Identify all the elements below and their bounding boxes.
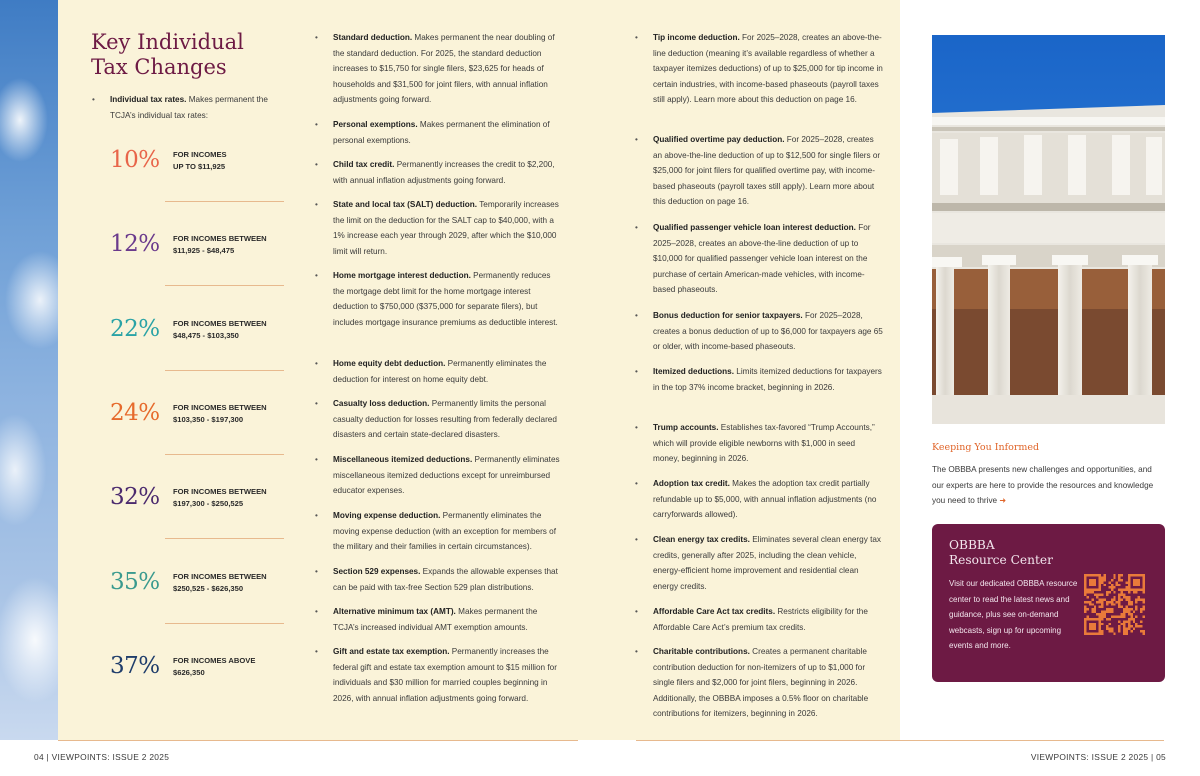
- deduction-detail: Permanently increases the credit to $2,200, with annual inflation adjustments going forward.: [333, 160, 555, 185]
- deduction-name: Adoption tax credit.: [653, 479, 730, 488]
- deduction-bullet: [653, 364, 883, 395]
- deduction-bullet: [333, 452, 563, 499]
- deduction-name: Charitable contributions.: [653, 647, 750, 656]
- tax-rate-divider: [165, 201, 284, 202]
- deduction-bullet: [333, 268, 563, 330]
- deduction-bullet: [653, 420, 883, 467]
- deduction-name: State and local tax (SALT) deduction.: [333, 200, 478, 209]
- resource-center-card[interactable]: [932, 524, 1165, 682]
- deduction-detail: Permanently eliminates the moving expense deduction (with an exception for members of the military and their families in certain circumstances).: [333, 511, 557, 552]
- deduction-bullet: [333, 157, 563, 188]
- footer-left: 04 | VIEWPOINTS: ISSUE 2 2025: [34, 752, 170, 762]
- intro-bullet-bold: Individual tax rates.: [110, 95, 187, 104]
- tax-rate-bracket: FOR INCOMES ABOVE $626,350: [173, 656, 256, 677]
- tax-rate-percent: 35%: [110, 569, 160, 595]
- deduction-bullet: [653, 308, 883, 355]
- deduction-bullet: [653, 220, 883, 298]
- arrow-right-icon[interactable]: ➜: [999, 496, 1007, 506]
- footer-right: VIEWPOINTS: ISSUE 2 2025 | 05: [1030, 752, 1166, 762]
- tax-rate-bracket: FOR INCOMES UP TO $11,925: [173, 150, 227, 171]
- deduction-name: Qualified overtime pay deduction.: [653, 135, 785, 144]
- deduction-name: Itemized deductions.: [653, 367, 734, 376]
- deduction-bullet: [333, 356, 563, 387]
- qr-code-icon[interactable]: [1084, 574, 1145, 635]
- deduction-detail: Temporarily increases the limit on the deduction for the SALT cap to $40,000, with a 1% increase each year through 2029, after which the $10,000 limit will return.: [333, 200, 559, 256]
- deduction-detail: Makes the adoption tax credit partially refundable up to $5,000, with annual inflation adjustments (no carryforwards allowed).: [653, 479, 877, 520]
- deduction-bullet: [653, 644, 883, 722]
- deduction-name: Clean energy tax credits.: [653, 535, 750, 544]
- resource-center-text: Visit our dedicated OBBBA resource center to read the latest news and guidance, plus see on-demand webcasts, sign up for upcoming events and more.: [949, 579, 1078, 650]
- tax-rate-bracket: FOR INCOMES BETWEEN $11,925 - $48,475: [173, 234, 267, 255]
- deduction-name: Home equity debt deduction.: [333, 359, 446, 368]
- deduction-bullet: [333, 117, 563, 148]
- deduction-detail: Permanently eliminates the deduction for interest on home equity debt.: [333, 359, 547, 384]
- deduction-detail: Eliminates several clean energy tax credits, generally after 2025, including the clean vehicle, energy-efficient home improvement and residential clean energy credits.: [653, 535, 882, 591]
- deduction-detail: Expands the allowable expenses that can be paid with tax-free Section 529 plan distributions.: [333, 567, 558, 592]
- intro-bullet: [110, 92, 285, 123]
- page-title: Key Individual Tax Changes: [91, 30, 244, 79]
- deduction-bullet: [333, 396, 563, 443]
- deduction-name: Section 529 expenses.: [333, 567, 421, 576]
- deduction-detail: Permanently increases the federal gift and estate tax exemption amount to $15 million for individuals and $30 million for married couples beginning in 2026, with annual inflation adjustments going forward.: [333, 647, 557, 703]
- tax-rate-bracket: FOR INCOMES BETWEEN $197,300 - $250,525: [173, 487, 267, 508]
- tax-rate-percent: 24%: [110, 400, 160, 426]
- tax-rate-row: [110, 568, 286, 624]
- deduction-name: Miscellaneous itemized deductions.: [333, 455, 473, 464]
- deduction-name: Tip income deduction.: [653, 33, 740, 42]
- deduction-name: Moving expense deduction.: [333, 511, 441, 520]
- deduction-bullet: [653, 532, 883, 594]
- deduction-name: Affordable Care Act tax credits.: [653, 607, 776, 616]
- deduction-bullet: [333, 644, 563, 706]
- deduction-name: Bonus deduction for senior taxpayers.: [653, 311, 803, 320]
- deduction-detail: Permanently limits the personal casualty deduction for losses resulting from federally declared disasters and certain state-declared disasters.: [333, 399, 557, 440]
- tax-rate-row: [110, 652, 286, 708]
- deduction-name: Child tax credit.: [333, 160, 395, 169]
- deduction-bullet: [653, 604, 883, 635]
- footer-rule-right: [636, 740, 1164, 741]
- deduction-name: Standard deduction.: [333, 33, 413, 42]
- tax-rate-bracket: FOR INCOMES BETWEEN $48,475 - $103,350: [173, 319, 267, 340]
- tax-rate-bracket: FOR INCOMES BETWEEN $250,525 - $626,350: [173, 572, 267, 593]
- deduction-detail: Makes permanent the TCJA’s increased individual AMT exemption amounts.: [333, 607, 538, 632]
- tax-rate-bracket: FOR INCOMES BETWEEN $103,350 - $197,300: [173, 403, 267, 424]
- capitol-building-photo: [932, 35, 1165, 424]
- keeping-informed-text: The OBBBA presents new challenges and opportunities, and our experts are here to provide the resources and knowledge you need to thrive ➜: [932, 465, 1154, 506]
- tax-rate-row: [110, 146, 286, 202]
- tax-rate-row: [110, 399, 286, 455]
- deduction-detail: For 2025–2028, creates an above-the-line deduction of up to $12,500 for single filers or $25,000 for joint filers for qualified overtime pay, with income-based phaseouts (payroll taxes still apply). Learn more about this deduction on page 16.: [653, 135, 881, 207]
- deduction-detail: Makes permanent the elimination of personal exemptions.: [333, 120, 550, 145]
- tax-rate-percent: 12%: [110, 231, 160, 257]
- deduction-bullet: [653, 476, 883, 523]
- tax-rate-row: [110, 230, 286, 286]
- tax-rate-divider: [165, 538, 284, 539]
- deduction-name: Personal exemptions.: [333, 120, 418, 129]
- tax-rate-row: [110, 483, 286, 539]
- tax-rate-divider: [165, 370, 284, 371]
- deduction-detail: Permanently eliminates miscellaneous itemized deductions except for unreimbursed educator expenses.: [333, 455, 560, 496]
- deduction-name: Casualty loss deduction.: [333, 399, 430, 408]
- keeping-informed-heading: Keeping You Informed: [932, 442, 1040, 453]
- deduction-name: Gift and estate tax exemption.: [333, 647, 450, 656]
- tax-rate-divider: [165, 623, 284, 624]
- deduction-bullet: [333, 508, 563, 555]
- deduction-bullet: [653, 132, 883, 210]
- resource-center-title: OBBBA Resource Center: [949, 538, 1053, 567]
- deduction-detail: Establishes tax-favored “Trump Accounts,” which will provide eligible newborns with $1,000 in seed money, beginning in 2026.: [653, 423, 875, 464]
- footer-rule-left: [58, 740, 578, 741]
- tax-rate-percent: 32%: [110, 484, 160, 510]
- sky-cloud-photo-strip: [0, 0, 58, 740]
- intro-bullet-text: Makes permanent the TCJA’s individual tax rates:: [110, 95, 268, 120]
- deduction-detail: For 2025–2028, creates an above-the-line deduction of up to $10,000 for qualified passenger vehicle loan interest on the purchase of certain American-made vehicles, with income-based phaseouts.: [653, 223, 871, 295]
- deduction-name: Trump accounts.: [653, 423, 719, 432]
- tax-rate-row: [110, 315, 286, 371]
- deduction-bullet: [333, 197, 563, 259]
- tax-rate-divider: [165, 454, 284, 455]
- deduction-bullet: [333, 30, 563, 108]
- deduction-detail: Permanently reduces the mortgage debt limit for the home mortgage interest deduction to $750,000 ($375,000 for separate filers), but includes mortgage insurance premiums as deductible interest.: [333, 271, 558, 327]
- deduction-detail: Limits itemized deductions for taxpayers in the top 37% income bracket, beginning in 2026.: [653, 367, 882, 392]
- deduction-name: Alternative minimum tax (AMT).: [333, 607, 456, 616]
- deduction-name: Home mortgage interest deduction.: [333, 271, 471, 280]
- deduction-detail: Restricts eligibility for the Affordable Care Act’s premium tax credits.: [653, 607, 868, 632]
- deduction-detail: For 2025–2028, creates an above-the-line deduction (meaning it’s available regardless of whether a taxpayer itemizes deductions) of up to $25,000 for tip income in certain industries, with income-based phaseouts (payroll taxes still apply). Learn more about this deduction on page 16.: [653, 33, 883, 105]
- tax-rate-percent: 22%: [110, 316, 160, 342]
- deduction-detail: For 2025–2028, creates a bonus deduction of up to $6,000 for taxpayers age 65 or older, with income-based phaseouts.: [653, 311, 883, 352]
- deduction-detail: Makes permanent the near doubling of the standard deduction. For 2025, the standard deduction increases to $15,750 for single filers, $23,625 for heads of households and $31,500 for joint filers, with annual inflation adjustments going forward.: [333, 33, 555, 105]
- tax-rate-percent: 37%: [110, 653, 160, 679]
- deduction-detail: Creates a permanent charitable contribution deduction for non-itemizers of up to $1,000 for single filers and $2,000 for joint filers, beginning in 2026. Additionally, the OBBBA imposes a 0.5% floor on charitable contributions for itemizers, beginning in 2026.: [653, 647, 869, 719]
- deduction-bullet: [333, 564, 563, 595]
- deduction-bullet: [333, 604, 563, 635]
- tax-rate-divider: [165, 285, 284, 286]
- deduction-name: Qualified passenger vehicle loan interest deduction.: [653, 223, 856, 232]
- deduction-bullet: [653, 30, 883, 108]
- tax-rate-percent: 10%: [110, 147, 160, 173]
